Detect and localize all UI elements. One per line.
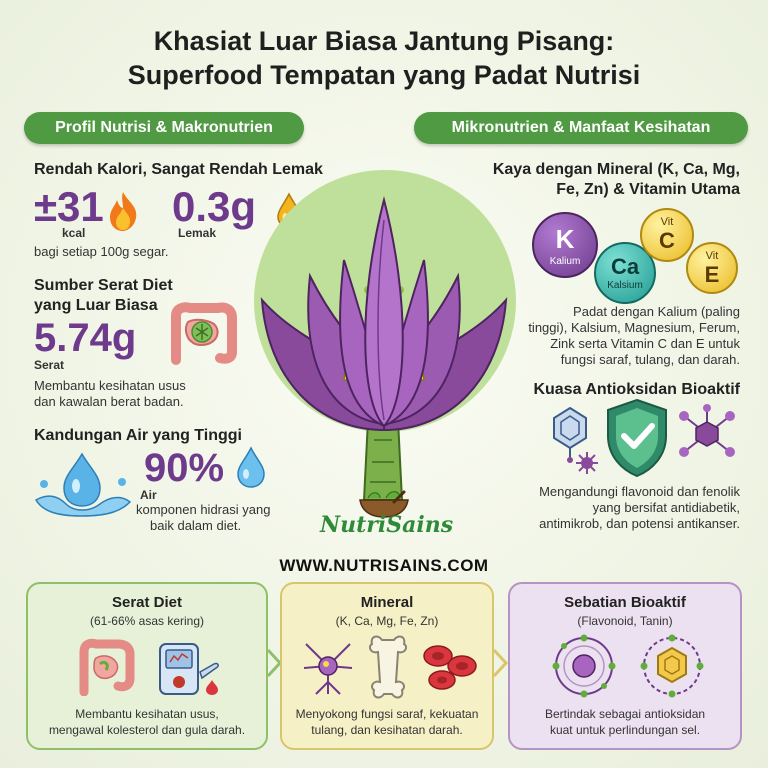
brand-url[interactable]: WWW.NUTRISAINS.COM	[279, 556, 489, 575]
card-fiber-desc-2: mengawal kolesterol dan gula darah.	[48, 723, 246, 737]
water-desc-1: komponen hidrasi yang	[136, 502, 271, 517]
potassium-sphere	[532, 212, 598, 278]
mineral-desc-3: Zink serta Vitamin C dan E untuk	[550, 336, 740, 351]
water-desc-2: baik dalam diet.	[150, 518, 242, 533]
card-mineral-sub: (K, Ca, Mg, Fe, Zn)	[335, 614, 439, 628]
calorie-note: bagi setiap 100g segar.	[34, 244, 169, 259]
calcium-name: Kalsium	[607, 280, 643, 291]
arrow-right-icon	[492, 648, 508, 678]
fiber-value: 5.74g	[34, 316, 137, 360]
calcium-symbol: Ca	[610, 254, 640, 279]
glucose-meter-icon	[156, 638, 222, 698]
card-bioactive-desc-1: Bertindak sebagai antioksidan	[544, 707, 706, 721]
card-mineral-desc-2: tulang, dan kesihatan darah.	[311, 723, 463, 737]
potassium-symbol: K	[555, 224, 575, 254]
fiber-unit: Serat	[34, 358, 65, 372]
mineral-heading-1: Kaya dengan Mineral (K, Ca, Mg,	[492, 161, 740, 178]
kcal-value: ±31	[34, 183, 104, 230]
fiber-desc-2: dan kawalan berat badan.	[34, 394, 184, 409]
fat-unit: Lemak	[178, 226, 217, 240]
card-fiber-title: Serat Diet	[111, 594, 183, 611]
red-blood-cell-icon	[420, 640, 480, 694]
intestine-icon	[168, 302, 238, 366]
card-bioactive-sub: (Flavonoid, Tanin)	[577, 614, 673, 628]
vitamin-c-sphere	[640, 208, 694, 262]
water-heading: Kandungan Air yang Tinggi	[34, 427, 242, 444]
card-fiber-sub: (61-66% asas kering)	[89, 614, 205, 628]
brand-logo: NutriSains	[320, 512, 454, 538]
left-section-pill: Profil Nutrisi & Makronutrien	[24, 112, 304, 144]
fiber-heading-2: yang Luar Biasa	[34, 297, 158, 314]
neuron-icon	[300, 638, 356, 696]
card-mineral-title: Mineral	[360, 594, 414, 611]
card-bioactive-title: Sebatian Bioaktif	[564, 594, 686, 611]
atom-icon	[552, 634, 616, 698]
water-value: 90%	[144, 446, 225, 490]
title-line-2: Superfood Tempatan yang Padat Nutrisi	[127, 60, 641, 90]
water-unit: Air	[140, 488, 157, 502]
colon-icon	[76, 638, 136, 696]
mineral-desc-2: tinggi), Kalsium, Magnesium, Ferum,	[528, 320, 740, 335]
bone-icon	[368, 634, 408, 700]
antioxidant-heading: Kuasa Antioksidan Bioaktif	[533, 381, 740, 398]
mineral-desc-1: Padat dengan Kalium (paling	[573, 304, 740, 319]
antioxidant-desc-2: yang bersifat antidiabetik,	[592, 500, 740, 515]
kcal-unit: kcal	[62, 226, 86, 240]
card-mineral-desc-1: Menyokong fungsi saraf, kekuatan	[295, 707, 479, 721]
antioxidant-desc-1: Mengandungi flavonoid dan fenolik	[539, 484, 740, 499]
calorie-heading: Rendah Kalori, Sangat Rendah Lemak	[34, 161, 323, 178]
fat-value: 0.3g	[172, 183, 257, 230]
flame-icon	[106, 190, 140, 232]
fiber-heading-1: Sumber Serat Diet	[34, 277, 173, 294]
fiber-desc-1: Membantu kesihatan usus	[34, 378, 186, 393]
vitamin-c-label: C	[659, 228, 675, 253]
antioxidant-desc-3: antimikrob, dan potensi antikanser.	[539, 516, 740, 531]
vitamin-c-top: Vit	[660, 216, 674, 228]
banana-flower-illustration	[248, 180, 520, 500]
cell-protection-icon	[640, 634, 704, 698]
card-fiber-desc-1: Membantu kesihatan usus,	[75, 707, 219, 721]
title-line-1: Khasiat Luar Biasa Jantung Pisang:	[153, 26, 615, 56]
water-splash-icon	[30, 450, 134, 520]
mineral-heading-2: Fe, Zn) & Vitamin Utama	[556, 181, 740, 198]
mineral-desc-4: fungsi saraf, tulang, dan darah.	[560, 352, 740, 367]
card-mineral	[280, 582, 494, 750]
mineral-spheres-icon	[532, 212, 602, 282]
card-bioactive-desc-2: kuat untuk perlindungan sel.	[549, 723, 701, 737]
virus-icon	[576, 452, 598, 474]
shield-check-icon	[604, 398, 670, 478]
right-section-pill: Mikronutrien & Manfaat Kesihatan	[414, 112, 748, 144]
card-fiber	[26, 582, 268, 750]
vitamin-e-top: Vit	[705, 250, 719, 262]
molecule-icon	[676, 404, 738, 464]
card-bioactive	[508, 582, 742, 750]
vitamin-e-sphere	[686, 242, 738, 294]
page-title	[0, 24, 768, 92]
vitamin-e-label: E	[704, 262, 720, 287]
potassium-name: Kalium	[549, 256, 581, 267]
